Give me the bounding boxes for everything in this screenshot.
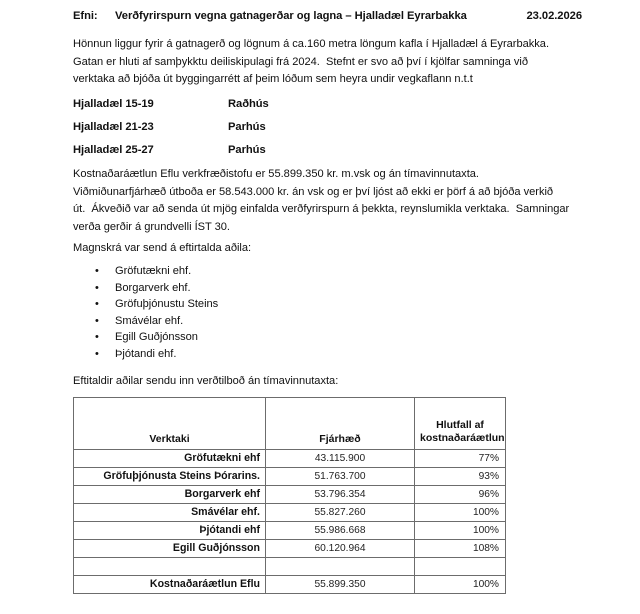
address-name: Hjalladæl 21-23	[73, 121, 154, 133]
bullet-icon: •	[95, 281, 99, 294]
bullet-icon: •	[95, 347, 99, 360]
document-date: 23.02.2026	[526, 10, 582, 22]
list-item	[95, 329, 435, 346]
list-item	[95, 263, 435, 280]
cell-amount: 43.115.900	[266, 450, 415, 468]
table-row	[74, 486, 506, 504]
table-row	[74, 540, 506, 558]
list-item-label: Smávélar ehf.	[115, 314, 184, 327]
column-header-percent-line-1: Hlutfall af	[436, 419, 484, 431]
document-subject: Verðfyrirspurn vegna gatnagerðar og lagna – Hjalladæl Eyrarbakka	[115, 10, 467, 22]
cell-contractor: Gröfutækni ehf	[74, 450, 266, 468]
intro-paragraph	[73, 36, 573, 89]
column-header-contractor: Verktaki	[74, 398, 266, 450]
table-row	[74, 522, 506, 540]
table-intro: Eftitaldir aðilar sendu inn verðtilboð án tímavinnutaxta:	[73, 375, 339, 387]
cell-percent: 77%	[415, 450, 506, 468]
cell-percent: 96%	[415, 486, 506, 504]
cost-line-3: út. Ákveðið var að senda út mjög einfalda verðfyrirspurn á þekkta, reynslumikla verktaka. Samningar	[73, 203, 570, 216]
recipients-list	[95, 263, 435, 363]
list-item	[95, 313, 435, 330]
cell-contractor	[74, 558, 266, 576]
table-row-total	[74, 576, 506, 594]
bullet-icon: •	[95, 331, 99, 344]
cell-percent	[415, 558, 506, 576]
bullet-icon: •	[95, 314, 99, 327]
intro-line-2: Gatan er hluti af samþykktu deiliskipulagi frá 2024. Stefnt er svo að því í kjölfar samninga við	[73, 55, 528, 68]
cell-amount: 55.899.350	[266, 576, 415, 594]
cell-contractor: Þjótandi ehf	[74, 522, 266, 540]
cell-contractor: Smávélar ehf.	[74, 504, 266, 522]
cost-line-4: verða gerðir á grundvelli ÍST 30.	[73, 220, 230, 233]
list-item-label: Egill Guðjónsson	[115, 331, 198, 344]
cell-percent: 100%	[415, 576, 506, 594]
intro-line-1: Hönnun liggur fyrir á gatnagerð og lögnum á ca.160 metra löngum kafla í Hjalladæl á Eyrarbakka.	[73, 38, 550, 50]
bullet-icon: •	[95, 298, 99, 311]
cell-contractor: Kostnaðaráætlun Eflu	[74, 576, 266, 594]
cell-amount: 53.796.354	[266, 486, 415, 504]
bids-table-container	[73, 397, 505, 594]
list-item	[95, 280, 435, 297]
intro-line-3: verktaka að bjóða út byggingarrétt af þeim lóðum sem heyra undir vegkaflann n.t.t	[73, 73, 473, 86]
table-head	[74, 398, 506, 450]
cost-paragraph	[73, 166, 573, 236]
cell-amount	[266, 558, 415, 576]
table-header-row	[74, 398, 506, 450]
column-header-percent-line-2: kostnaðaráætlun	[420, 432, 505, 444]
address-name: Hjalladæl 25-27	[73, 144, 154, 156]
table-row	[74, 468, 506, 486]
cell-contractor: Gröfuþjónusta Steins Þórarins.	[74, 468, 266, 486]
document-header	[73, 10, 582, 22]
address-row	[73, 93, 473, 116]
list-item-label: Þjótandi ehf.	[115, 347, 177, 360]
cell-amount: 55.986.668	[266, 522, 415, 540]
cell-percent: 100%	[415, 522, 506, 540]
list-item	[95, 296, 435, 313]
cell-contractor: Egill Guðjónsson	[74, 540, 266, 558]
list-item-label: Borgarverk ehf.	[115, 281, 191, 294]
list-item-label: Gröfuþjónustu Steins	[115, 298, 219, 311]
column-header-amount: Fjárhæð	[266, 398, 415, 450]
cell-amount: 60.120.964	[266, 540, 415, 558]
address-type: Raðhús	[228, 98, 269, 110]
cell-amount: 51.763.700	[266, 468, 415, 486]
list-item	[95, 346, 435, 363]
cell-contractor: Borgarverk ehf	[74, 486, 266, 504]
address-row	[73, 116, 473, 139]
table-row	[74, 450, 506, 468]
address-type: Parhús	[228, 144, 266, 156]
address-row	[73, 139, 473, 162]
list-item-label: Gröfutækni ehf.	[115, 265, 192, 277]
address-list	[73, 93, 473, 162]
bids-table	[73, 397, 506, 594]
cost-line-1: Kostnaðaráætlun Eflu verkfræðistofu er 55.899.350 kr. m.vsk og án tímavinnutaxta.	[73, 168, 479, 180]
cell-amount: 55.827.260	[266, 504, 415, 522]
address-type: Parhús	[228, 121, 266, 133]
bullet-icon: •	[95, 265, 99, 277]
cell-percent: 108%	[415, 540, 506, 558]
recipients-intro: Magnskrá var send á eftirtalda aðila:	[73, 242, 252, 254]
cost-line-2: Viðmiðunarfjárhæð útboða er 58.543.000 kr. án vsk og er því ljóst að ekki er þörf á að bjóða verkið	[73, 185, 554, 198]
table-row	[74, 504, 506, 522]
cell-percent: 93%	[415, 468, 506, 486]
address-name: Hjalladæl 15-19	[73, 98, 154, 110]
cell-percent: 100%	[415, 504, 506, 522]
table-body	[74, 450, 506, 594]
table-row-empty	[74, 558, 506, 576]
subject-label: Efni:	[73, 10, 98, 22]
column-header-percent	[415, 398, 506, 450]
